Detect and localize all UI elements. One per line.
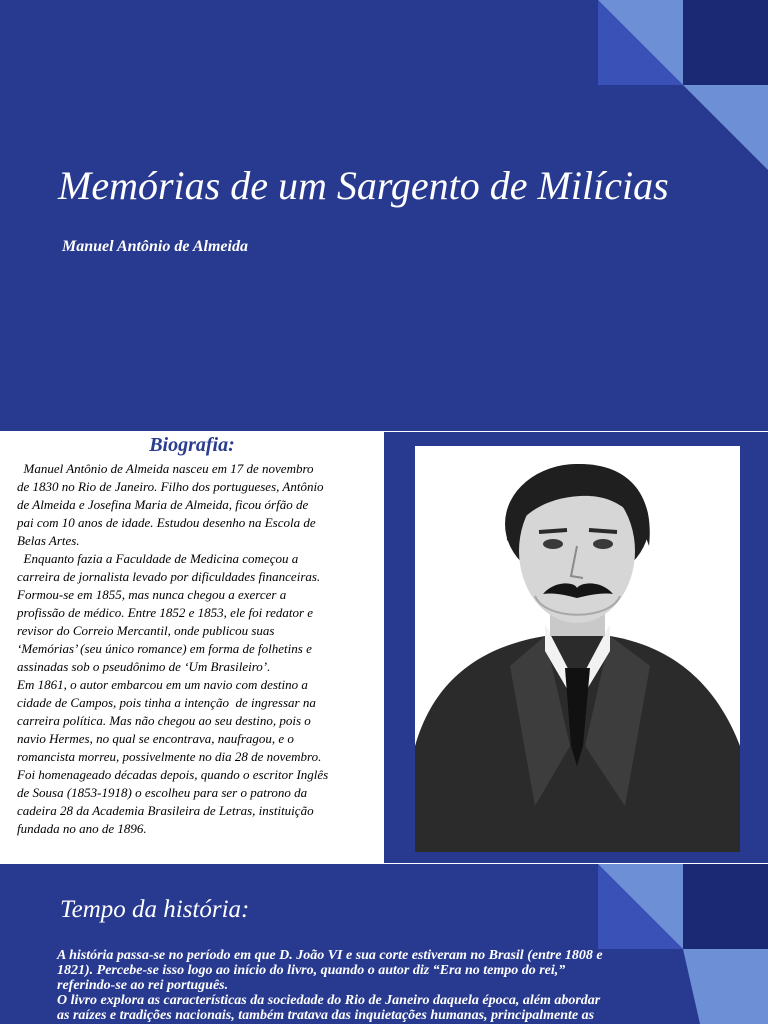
biography-line: Foi homenageado décadas depois, quando o escritor Inglês [17,767,329,782]
portrait-illustration [415,446,740,852]
section-line: referindo-se ao rei português. [57,978,229,993]
section-line: 1821). Percebe-se isso logo ao início do livro, quando o autor diz “Era no tempo do rei,” [57,963,566,978]
biography-line: carreira política. Mas não chegou ao seu destino, pois o [17,713,311,728]
story-time-slide [0,864,768,1024]
slide-title: Memórias de um Sargento de Milícias [58,163,669,208]
biography-textbox [0,432,384,864]
section-line: O livro explora as características da sociedade do Rio de Janeiro daquela época, além abordar [57,993,601,1008]
title-slide [0,0,768,432]
biography-line: pai com 10 anos de idade. Estudou desenho na Escola de [17,515,316,530]
biography-line: cidade de Campos, pois tinha a intenção de ingressar na [17,695,316,710]
slide-author: Manuel Antônio de Almeida [62,238,248,255]
biography-slide [0,432,768,864]
biography-line: Em 1861, o autor embarcou em um navio com destino a [17,677,308,692]
biography-line: navio Hermes, no qual se encontrava, naufragou, e o [17,731,294,746]
biography-line: assinadas sob o pseudônimo de ‘Um Brasileiro’. [17,659,271,674]
corner-decoration [0,0,768,432]
biography-line: Belas Artes. [17,533,80,548]
biography-line: carreira de jornalista levado por dificuldades financeiras. [17,569,321,584]
biography-line: de 1830 no Rio de Janeiro. Filho dos portugueses, Antônio [17,479,324,494]
biography-line: de Sousa (1853-1918) o escolheu para ser o patrono da [17,785,308,800]
biography-line: romancista morreu, possivelmente no dia 28 de novembro. [17,749,322,764]
biography-line: ‘Memórias’ (seu único romance) em forma de folhetins e [17,641,312,656]
biography-line: revisor do Correio Mercantil, onde publicou suas [17,623,275,638]
section-line: A história passa-se no período em que D. João VI e sua corte estiveram no Brasil (entre 1808 e [57,948,603,963]
biography-line: de Almeida e Josefina Maria de Almeida, ficou órfão de [17,497,309,512]
biography-line: fundada no ano de 1896. [17,821,147,836]
biography-text [17,460,389,838]
biography-line: Formou-se em 1855, mas nunca chegou a exercer a [17,587,287,602]
author-portrait [415,446,740,852]
biography-line: profissão de médico. Entre 1852 e 1853, ele foi redator e [17,605,314,620]
biography-line: Enquanto fazia a Faculdade de Medicina começou a [17,551,299,566]
section-heading: Tempo da história: [60,896,250,923]
biography-line: cadeira 28 da Academia Brasileira de Letras, instituição [17,803,314,818]
biography-line: Manuel Antônio de Almeida nasceu em 17 de novembro [17,461,314,476]
biography-heading: Biografia: [149,434,235,456]
section-text [57,948,757,1023]
section-line: as raízes e tradições nacionais, também tratava das inquietações humanas, principalmente as [57,1008,595,1023]
